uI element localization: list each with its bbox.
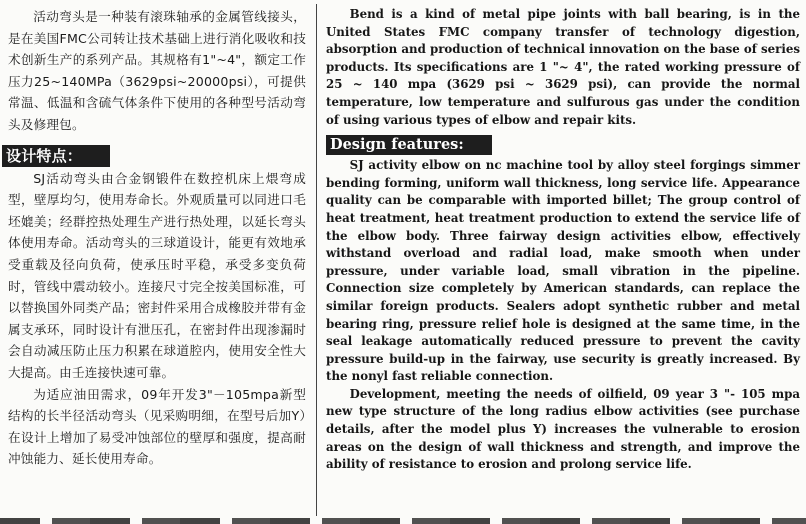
chinese-design-heading: 设计特点： <box>2 145 110 167</box>
column-divider <box>316 4 317 516</box>
chinese-intro-paragraph: 活动弯头是一种装有滚珠轴承的金属管线接头，是在美国FMC公司转让技术基础上进行消化吸收和技术创新生产的系列产品。其规格有1"~4"，额定工作压力25~140MPa（3629psi~20000psi），可提供常温、低温和含硫气体条件下使用的各种型号活动弯头及修理包。 <box>8 9 306 132</box>
english-design-paragraph: SJ activity elbow on nc machine tool by alloy steel forgings simmer bending forming, uniform wall thickness, long service life. Appearance quality can be comparable with imported billet; The group control of heat treatment, heat treatment production to extend the service life of the elbow body. Three fairway design activities elbow, effectively withstand overload and radial load, make smooth when under pressure, under variable load, small vibration in the pipeline. Connection size completely by American standards, can replace the similar foreign products. Sealers adopt synthetic rubber and metal bearing ring, pressure relief hole is designed at the same time, in the seal leakage automatically reduced pressure to prevent the cavity pressure build-up in the fairway, use security is greatly increased. By the nonyl fast reliable connection. <box>326 158 800 384</box>
english-design-heading: Design features: <box>326 135 492 155</box>
chinese-column <box>8 6 306 516</box>
chinese-development-paragraph: 为适应油田需求，09年开发3"－105mpa新型结构的长半径活动弯头（见采购明细，在型号后加Y）在设计上增加了易受冲蚀部位的壁厚和强度，提高耐冲蚀能力、延长使用寿命。 <box>8 386 306 467</box>
english-intro-paragraph: Bend is a kind of metal pipe joints with ball bearing, is in the United States FMC company transfer of technology digestion, absorption and production of technical innovation on the base of series products. Its specifications are 1 "~ 4", the rated working pressure of 25 ~ 140 mpa (3629 psi ~ 3629 psi), can provide the normal temperature, low temperature and sulfurous gas under the condition of using various types of elbow and repair kits. <box>326 7 800 127</box>
english-development-paragraph: Development, meeting the needs of oilfield, 09 year 3 "- 105 mpa new type structure of the long radius elbow activities (see purchase details, after the model plus Y) increases the vulnerable to erosion areas on the design of wall thickness and strength, and improve the ability of resistance to erosion and prolong service life. <box>326 386 800 472</box>
english-column <box>326 6 800 518</box>
bottom-border <box>0 518 806 524</box>
chinese-design-paragraph: SJ活动弯头由合金钢锻件在数控机床上煨弯成型，壁厚均匀，使用寿命长。外观质量可以同进口毛坯媲美；经群控热处理生产进行热处理，以延长弯头体使用寿命。活动弯头的三球道设计，能更有效地承受重载及径向负荷，使承压时平稳，承受多变负荷时，管线中震动较小。连接尺寸完全按美国标准，可以替换国外同类产品；密封件采用合成橡胶并带有金属支承环，同时设计有泄压孔，在密封件出现渗漏时会自动减压防止压力积累在球道腔内，使用安全性大大提高。由壬连接快速可靠。 <box>8 170 306 380</box>
